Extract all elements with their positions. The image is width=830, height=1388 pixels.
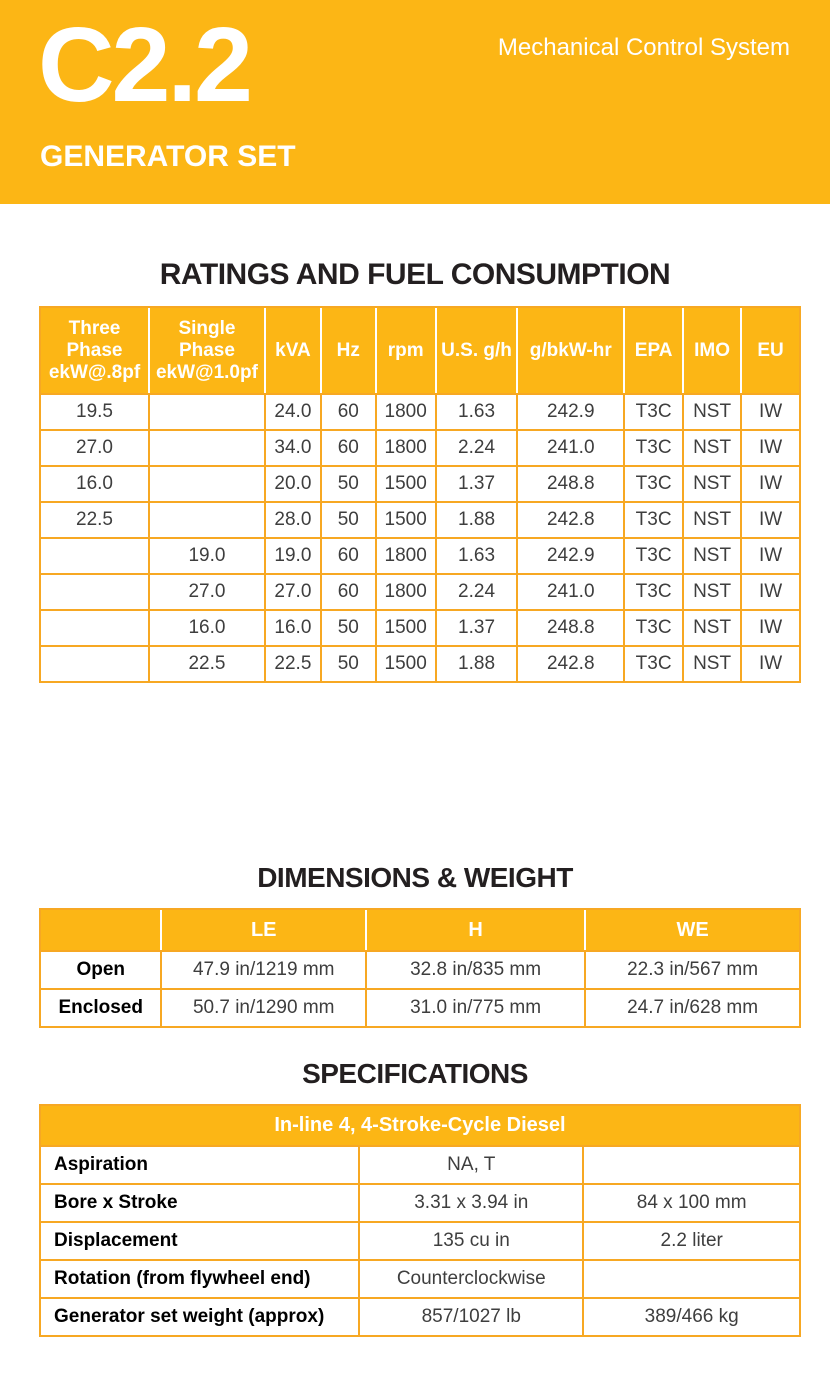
table-row	[40, 538, 800, 574]
cell: 1.37	[436, 466, 518, 502]
cell: T3C	[624, 430, 683, 466]
cell: NST	[683, 430, 741, 466]
cell: Counterclockwise	[359, 1260, 583, 1298]
cell: NST	[683, 574, 741, 610]
cell: 84 x 100 mm	[583, 1184, 800, 1222]
dimensions-table-head	[40, 909, 800, 951]
model-title: C2.2	[38, 6, 250, 124]
cell	[583, 1146, 800, 1184]
cell: IW	[741, 430, 800, 466]
column-header: Hz	[321, 307, 376, 394]
cell: 20.0	[265, 466, 321, 502]
cell: 241.0	[517, 430, 624, 466]
cell: 19.0	[265, 538, 321, 574]
cell: 248.8	[517, 610, 624, 646]
cell: NST	[683, 502, 741, 538]
cell: Bore x Stroke	[40, 1184, 359, 1222]
cell: 60	[321, 574, 376, 610]
dimensions-table-body	[40, 951, 800, 1027]
cell: Rotation (from flywheel end)	[40, 1260, 359, 1298]
cell	[149, 430, 265, 466]
cell: 1500	[376, 466, 436, 502]
cell: 27.0	[265, 574, 321, 610]
cell: 1800	[376, 430, 436, 466]
specifications-section-title: SPECIFICATIONS	[302, 1058, 528, 1089]
cell: T3C	[624, 502, 683, 538]
cell: T3C	[624, 466, 683, 502]
cell: 1500	[376, 610, 436, 646]
ratings-header-row	[40, 307, 800, 394]
cell: 24.7 in/628 mm	[585, 989, 800, 1027]
ratings-table-body	[40, 394, 800, 682]
header-banner	[0, 0, 830, 204]
cell: 50.7 in/1290 mm	[161, 989, 366, 1027]
table-row	[40, 1146, 800, 1184]
column-header: EU	[741, 307, 800, 394]
cell: NST	[683, 394, 741, 430]
dimensions-table	[39, 908, 801, 1028]
cell: 1500	[376, 502, 436, 538]
cell: T3C	[624, 394, 683, 430]
cell: 1800	[376, 538, 436, 574]
cell: 32.8 in/835 mm	[366, 951, 585, 989]
cell: 857/1027 lb	[359, 1298, 583, 1336]
cell: 1.88	[436, 502, 518, 538]
table-row	[40, 1298, 800, 1336]
specifications-table-head	[40, 1105, 800, 1146]
column-header: rpm	[376, 307, 436, 394]
table-row	[40, 1260, 800, 1298]
table-row	[40, 989, 800, 1027]
engine-type-header-row	[40, 1105, 800, 1146]
control-system-label: Mechanical Control System	[497, 34, 790, 61]
cell: 22.5	[149, 646, 265, 682]
cell: 60	[321, 430, 376, 466]
cell: 50	[321, 466, 376, 502]
cell: 1.63	[436, 394, 518, 430]
cell	[149, 394, 265, 430]
table-row	[40, 574, 800, 610]
cell: 19.5	[40, 394, 149, 430]
table-row	[40, 430, 800, 466]
cell	[149, 466, 265, 502]
cell: T3C	[624, 538, 683, 574]
cell: IW	[741, 466, 800, 502]
cell: 22.3 in/567 mm	[585, 951, 800, 989]
engine-type-header: In-line 4, 4-Stroke-Cycle Diesel	[40, 1105, 800, 1146]
cell: NST	[683, 538, 741, 574]
cell: 1500	[376, 646, 436, 682]
cell: 50	[321, 610, 376, 646]
column-header: U.S. g/h	[436, 307, 518, 394]
cell: 22.5	[40, 502, 149, 538]
cell: 2.2 liter	[583, 1222, 800, 1260]
table-row	[40, 466, 800, 502]
cell: 248.8	[517, 466, 624, 502]
cell: Aspiration	[40, 1146, 359, 1184]
cell: Generator set weight (approx)	[40, 1298, 359, 1336]
table-row	[40, 951, 800, 989]
cell: 135 cu in	[359, 1222, 583, 1260]
table-row	[40, 646, 800, 682]
cell: NST	[683, 646, 741, 682]
cell	[149, 502, 265, 538]
column-header: Single Phase ekW@1.0pf	[149, 307, 265, 394]
dimensions-section-title: DIMENSIONS & WEIGHT	[257, 862, 573, 893]
cell: 47.9 in/1219 mm	[161, 951, 366, 989]
generator-set-label: GENERATOR SET	[40, 140, 296, 173]
cell: NST	[683, 610, 741, 646]
cell: 2.24	[436, 574, 518, 610]
cell: 1.88	[436, 646, 518, 682]
ratings-section-title: RATINGS AND FUEL CONSUMPTION	[159, 258, 671, 291]
ratings-table	[39, 306, 801, 683]
cell: 24.0	[265, 394, 321, 430]
column-header: EPA	[624, 307, 683, 394]
cell: 242.8	[517, 502, 624, 538]
cell: IW	[741, 646, 800, 682]
cell: 242.9	[517, 394, 624, 430]
cell	[40, 610, 149, 646]
cell: 60	[321, 394, 376, 430]
cell: IW	[741, 610, 800, 646]
cell: 60	[321, 538, 376, 574]
cell: Open	[40, 951, 161, 989]
table-row	[40, 394, 800, 430]
cell: IW	[741, 574, 800, 610]
cell: IW	[741, 538, 800, 574]
cell: NA, T	[359, 1146, 583, 1184]
cell: 31.0 in/775 mm	[366, 989, 585, 1027]
cell: 2.24	[436, 430, 518, 466]
table-row	[40, 1184, 800, 1222]
specifications-table	[39, 1104, 801, 1337]
column-header: kVA	[265, 307, 321, 394]
column-header: LE	[161, 909, 366, 951]
cell	[40, 646, 149, 682]
cell: 242.9	[517, 538, 624, 574]
cell: 1.63	[436, 538, 518, 574]
cell	[583, 1260, 800, 1298]
cell: 16.0	[40, 466, 149, 502]
cell: 16.0	[265, 610, 321, 646]
column-header: WE	[585, 909, 800, 951]
cell: T3C	[624, 646, 683, 682]
cell: IW	[741, 502, 800, 538]
cell: 27.0	[149, 574, 265, 610]
cell: 50	[321, 502, 376, 538]
table-row	[40, 1222, 800, 1260]
column-header: Three Phase ekW@.8pf	[40, 307, 149, 394]
table-row	[40, 502, 800, 538]
cell: Displacement	[40, 1222, 359, 1260]
cell: 22.5	[265, 646, 321, 682]
column-header: H	[366, 909, 585, 951]
cell: 1.37	[436, 610, 518, 646]
cell: 389/466 kg	[583, 1298, 800, 1336]
cell: T3C	[624, 610, 683, 646]
column-header: g/bkW-hr	[517, 307, 624, 394]
cell: Enclosed	[40, 989, 161, 1027]
cell: 28.0	[265, 502, 321, 538]
cell: 16.0	[149, 610, 265, 646]
cell: T3C	[624, 574, 683, 610]
cell: NST	[683, 466, 741, 502]
cell: 34.0	[265, 430, 321, 466]
column-header	[40, 909, 161, 951]
cell: 1800	[376, 574, 436, 610]
cell: 27.0	[40, 430, 149, 466]
cell	[40, 574, 149, 610]
cell: 241.0	[517, 574, 624, 610]
cell: IW	[741, 394, 800, 430]
cell: 50	[321, 646, 376, 682]
column-header: IMO	[683, 307, 741, 394]
specifications-table-body	[40, 1146, 800, 1336]
ratings-table-head	[40, 307, 800, 394]
cell: 19.0	[149, 538, 265, 574]
table-row	[40, 610, 800, 646]
cell: 242.8	[517, 646, 624, 682]
cell: 3.31 x 3.94 in	[359, 1184, 583, 1222]
cell: 1800	[376, 394, 436, 430]
dimensions-header-row	[40, 909, 800, 951]
cell	[40, 538, 149, 574]
